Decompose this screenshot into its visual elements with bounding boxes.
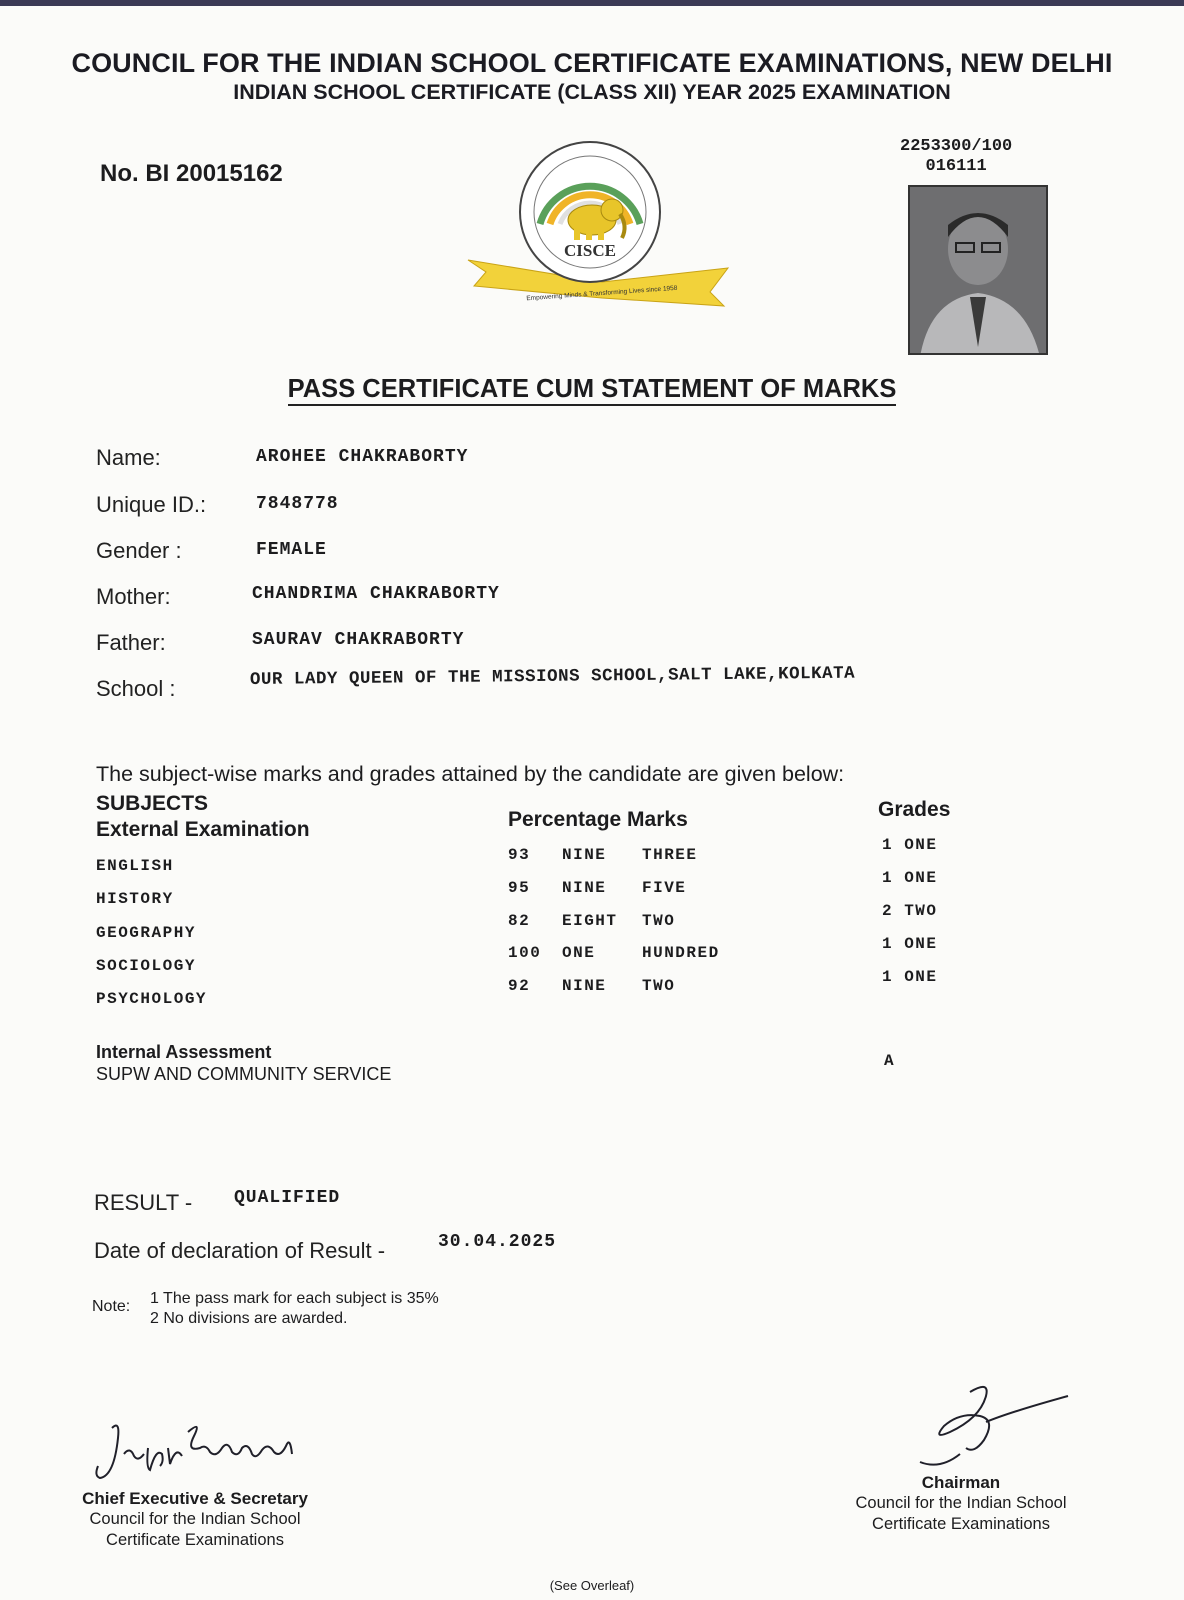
logo-ribbon-text: Empowering Minds & Transforming Lives since 1958 [526, 284, 678, 303]
see-overleaf-note: (See Overleaf) [549, 1578, 635, 1593]
note-item-2: 2 No divisions are awarded. [150, 1310, 348, 1327]
marks-psychology-words-1: NINE [562, 977, 607, 995]
external-exam-header: External Examination [96, 818, 310, 841]
grade-psychology: 1 ONE [882, 968, 938, 986]
council-heading: COUNCIL FOR THE INDIAN SCHOOL CERTIFICATE EXAMINATIONS, NEW DELHI [71, 48, 1113, 78]
exam-heading: INDIAN SCHOOL CERTIFICATE (CLASS XII) YEAR 2025 EXAMINATION [233, 80, 951, 104]
secretary-signature [90, 1418, 300, 1488]
declaration-label: Date of declaration of Result - [94, 1238, 386, 1263]
school-value: OUR LADY QUEEN OF THE MISSIONS SCHOOL,SALT LAKE,KOLKATA [249, 663, 856, 690]
father-value: SAURAV CHAKRABORTY [252, 630, 465, 650]
name-value: AROHEE CHAKRABORTY [256, 447, 469, 467]
marks-sociology: 100 [508, 944, 542, 962]
gender-value: FEMALE [256, 540, 327, 560]
marks-psychology: 92 [508, 977, 531, 995]
father-label: Father: [96, 630, 166, 655]
marks-history-words-2: FIVE [642, 879, 687, 897]
marks-english-words-1: NINE [562, 846, 607, 864]
result-value: QUALIFIED [234, 1188, 341, 1208]
mother-value: CHANDRIMA CHAKRABORTY [252, 584, 500, 604]
subject-history: HISTORY [96, 890, 174, 908]
note-item-1: 1 The pass mark for each subject is 35% [150, 1290, 439, 1307]
subject-sociology: SOCIOLOGY [96, 957, 196, 975]
marks-geography-words-2: TWO [642, 912, 676, 930]
gender-label: Gender : [96, 538, 182, 563]
index-code [900, 137, 1012, 177]
top-border [0, 0, 1184, 6]
index-code-line-1: 2253300/100 [900, 137, 1013, 156]
subject-psychology: PSYCHOLOGY [96, 990, 208, 1008]
result-label: RESULT - [94, 1190, 193, 1215]
certificate-serial-number: No. BI 20015162 [100, 160, 283, 187]
marks-psychology-words-2: TWO [642, 977, 676, 995]
marks-intro-text: The subject-wise marks and grades attained by the candidate are given below: [96, 762, 845, 786]
name-label: Name: [96, 445, 161, 470]
candidate-photo [908, 185, 1048, 355]
grade-geography: 2 TWO [882, 902, 938, 920]
marks-sociology-words-1: ONE [562, 944, 596, 962]
chairman-org-line-2: Certificate Examinations [872, 1515, 1050, 1533]
marks-english: 93 [508, 846, 531, 864]
marks-history-words-1: NINE [562, 879, 607, 897]
cisce-logo [462, 140, 732, 315]
grade-history: 1 ONE [882, 869, 938, 887]
index-code-line-2: 016111 [925, 157, 987, 176]
marks-sociology-words-2: HUNDRED [642, 944, 720, 962]
internal-subject: SUPW AND COMMUNITY SERVICE [96, 1064, 392, 1084]
marks-geography: 82 [508, 912, 531, 930]
grade-sociology: 1 ONE [882, 935, 938, 953]
subjects-header: SUBJECTS [96, 792, 209, 815]
person-photo-icon [910, 187, 1048, 355]
internal-assessment-header: Internal Assessment [96, 1042, 272, 1062]
marks-english-words-2: THREE [642, 846, 698, 864]
chairman-org-line-1: Council for the Indian School [855, 1494, 1067, 1512]
mother-label: Mother: [96, 584, 171, 609]
unique-id-label: Unique ID.: [96, 492, 207, 517]
internal-grade: A [884, 1052, 894, 1070]
chairman-title: Chairman [921, 1473, 1001, 1492]
note-label: Note: [92, 1298, 131, 1315]
percentage-marks-header: Percentage Marks [508, 808, 688, 831]
subject-geography: GEOGRAPHY [96, 924, 196, 942]
chairman-signature [900, 1382, 1070, 1472]
grade-english: 1 ONE [882, 836, 938, 854]
marks-geography-words-1: EIGHT [562, 912, 618, 930]
subject-english: ENGLISH [96, 857, 174, 875]
chairman-block [826, 1472, 1096, 1535]
declaration-date: 30.04.2025 [438, 1232, 557, 1252]
secretary-block [60, 1488, 330, 1551]
secretary-org-line-2: Certificate Examinations [106, 1531, 284, 1549]
grades-header: Grades [878, 798, 951, 821]
school-label: School : [96, 676, 176, 701]
certificate-title: PASS CERTIFICATE CUM STATEMENT OF MARKS [0, 375, 1184, 404]
marks-history: 95 [508, 879, 531, 897]
secretary-org-line-1: Council for the Indian School [89, 1510, 301, 1528]
logo-text: CISCE [564, 241, 616, 260]
unique-id-value: 7848778 [256, 494, 339, 514]
secretary-title: Chief Executive & Secretary [82, 1489, 308, 1508]
